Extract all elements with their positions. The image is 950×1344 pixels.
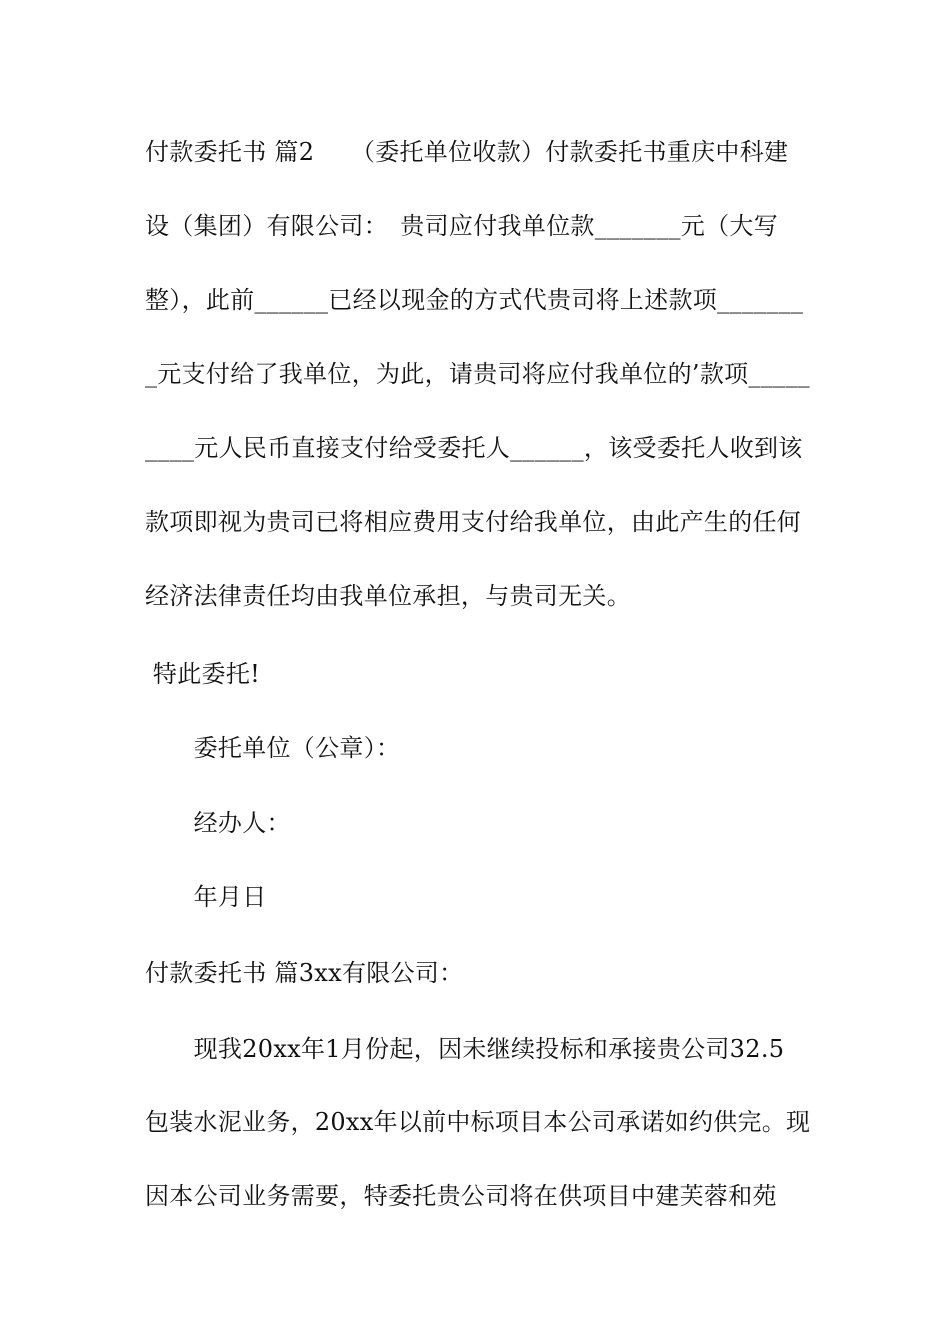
document-line: 经办人： (145, 809, 291, 837)
document-line: 整），此前______已经以现金的方式代贵司将上述款项_______ (145, 286, 804, 314)
document-line: 委托单位（公章）： (145, 734, 401, 762)
document-line: _元支付给了我单位，为此，请贵司将应付我单位的’款项_____ (145, 360, 810, 388)
document-line: 付款委托书 篇2 （委托单位收款）付款委托书重庆中科建 (145, 138, 789, 166)
document-line: 现我20xx年1月份起，因未继续投标和承接贵公司32.5 (145, 1035, 785, 1063)
document-line: 设（集团）有限公司： 贵司应付我单位款_______元（大写 (145, 212, 778, 240)
document-line: 特此委托! (145, 660, 261, 688)
document-line: 付款委托书 篇3xx有限公司： (145, 959, 464, 987)
document-line: 经济法律责任均由我单位承担，与贵司无关。 (145, 582, 631, 610)
document-line: 包装水泥业务，20xx年以前中标项目本公司承诺如约供完。现 (145, 1108, 811, 1136)
document-line: 款项即视为贵司已将相应费用支付给我单位，由此产生的任何 (145, 508, 802, 536)
document-line: ____元人民币直接支付给受委托人______，该受委托人收到该 (145, 434, 803, 462)
document-line: 因本公司业务需要，特委托贵公司将在供项目中建芙蓉和苑 (145, 1182, 777, 1210)
document-line: 年月日 (145, 883, 267, 911)
